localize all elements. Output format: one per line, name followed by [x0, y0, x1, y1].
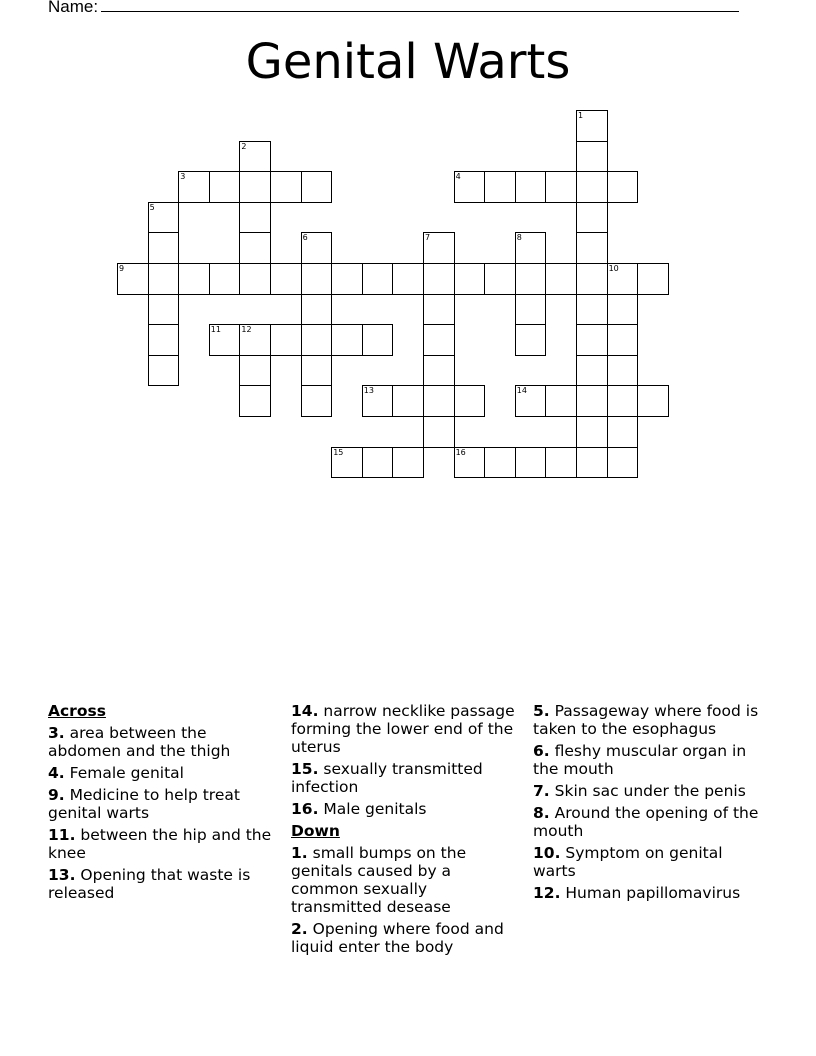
- grid-cell[interactable]: [331, 447, 363, 479]
- cell-number: 11: [210, 325, 221, 335]
- grid-cell[interactable]: [239, 171, 271, 203]
- grid-cell[interactable]: [576, 141, 608, 173]
- grid-cell[interactable]: [576, 202, 608, 234]
- grid-cell[interactable]: [117, 263, 149, 295]
- clue-number: 10.: [533, 844, 561, 862]
- grid-cell[interactable]: [148, 263, 180, 295]
- grid-cell[interactable]: [576, 447, 608, 479]
- grid-cell[interactable]: [178, 171, 210, 203]
- clue-text: Opening that waste is released: [48, 866, 251, 902]
- clue-number: 12.: [533, 884, 561, 902]
- grid-cell[interactable]: [362, 385, 394, 417]
- grid-cell[interactable]: [576, 355, 608, 387]
- clue-text: Around the opening of the mouth: [533, 804, 759, 840]
- grid-cell[interactable]: [607, 324, 639, 356]
- down-heading: Down: [291, 822, 340, 840]
- clue-number: 3.: [48, 724, 65, 742]
- grid-cell[interactable]: [607, 416, 639, 448]
- clue-number: 11.: [48, 826, 76, 844]
- grid-cell[interactable]: [454, 447, 486, 479]
- clue-item: [48, 826, 278, 862]
- clue-text: narrow necklike passage forming the lower end of the uterus: [291, 702, 515, 756]
- grid-cell[interactable]: [239, 202, 271, 234]
- grid-cell[interactable]: [637, 263, 669, 295]
- clue-text: Medicine to help treat genital warts: [48, 786, 240, 822]
- grid-cell[interactable]: [576, 263, 608, 295]
- grid-cell[interactable]: [209, 324, 241, 356]
- grid-cell[interactable]: [148, 355, 180, 387]
- clue-text: Opening where food and liquid enter the body: [291, 920, 504, 956]
- clue-text: Skin sac under the penis: [554, 782, 746, 800]
- clue-item: [48, 724, 278, 760]
- grid-cell[interactable]: [148, 232, 180, 264]
- grid-cell[interactable]: [545, 385, 577, 417]
- grid-cell[interactable]: [239, 232, 271, 264]
- grid-cell[interactable]: [423, 385, 455, 417]
- grid-cell[interactable]: [515, 263, 547, 295]
- grid-cell[interactable]: [301, 263, 333, 295]
- grid-cell[interactable]: [301, 355, 333, 387]
- clue-text: Passageway where food is taken to the esophagus: [533, 702, 759, 738]
- cell-number: 3: [180, 172, 186, 182]
- grid-cell[interactable]: [576, 110, 608, 142]
- grid-cell[interactable]: [392, 263, 424, 295]
- grid-cell[interactable]: [515, 171, 547, 203]
- grid-cell[interactable]: [515, 294, 547, 326]
- clue-text: between the hip and the knee: [48, 826, 272, 862]
- clue-text: Human papillomavirus: [565, 884, 741, 902]
- clue-number: 13.: [48, 866, 76, 884]
- clue-text: Symptom on genital warts: [533, 844, 723, 880]
- clue-number: 6.: [533, 742, 550, 760]
- cell-number: 7: [425, 233, 431, 243]
- grid-cell[interactable]: [576, 232, 608, 264]
- clue-item: [533, 702, 763, 738]
- grid-cell[interactable]: [545, 263, 577, 295]
- grid-cell[interactable]: [423, 416, 455, 448]
- clue-column-2: [291, 702, 521, 960]
- cell-number: 2: [241, 141, 247, 151]
- across-clue-list-2: [291, 702, 521, 818]
- grid-cell[interactable]: [239, 355, 271, 387]
- cell-number: 13: [363, 386, 374, 396]
- clue-number: 7.: [533, 782, 550, 800]
- grid-cell[interactable]: [301, 385, 333, 417]
- grid-cell[interactable]: [362, 263, 394, 295]
- grid-cell[interactable]: [545, 171, 577, 203]
- grid-cell[interactable]: [515, 232, 547, 264]
- cell-number: 9: [119, 264, 125, 273]
- grid-cell[interactable]: [239, 141, 271, 173]
- clue-item: [291, 760, 521, 796]
- grid-cell[interactable]: [301, 294, 333, 326]
- clue-number: 16.: [291, 800, 319, 818]
- clue-number: 5.: [533, 702, 550, 720]
- cell-number: 5: [149, 202, 155, 212]
- clue-number: 1.: [291, 844, 308, 862]
- page-title: Genital Warts: [245, 34, 571, 90]
- grid-cell[interactable]: [362, 324, 394, 356]
- clue-text: Female genital: [69, 764, 184, 782]
- clue-column-1: [48, 702, 278, 906]
- grid-cell[interactable]: [454, 171, 486, 203]
- clue-item: [48, 866, 278, 902]
- grid-cell[interactable]: [607, 385, 639, 417]
- clue-number: 4.: [48, 764, 65, 782]
- grid-cell[interactable]: [178, 263, 210, 295]
- grid-cell[interactable]: [423, 324, 455, 356]
- grid-cell[interactable]: [270, 171, 302, 203]
- clue-item: [291, 800, 521, 818]
- down-clue-list-1: [291, 844, 521, 956]
- clue-item: [48, 764, 278, 782]
- grid-cell[interactable]: [576, 385, 608, 417]
- clue-number: 9.: [48, 786, 65, 804]
- cell-number: 12: [241, 325, 252, 335]
- name-field[interactable]: [48, 0, 748, 17]
- grid-cell[interactable]: [576, 294, 608, 326]
- clue-item: [291, 920, 521, 956]
- cell-number: 4: [455, 172, 461, 182]
- grid-cell[interactable]: [301, 171, 333, 203]
- down-clue-list-2: [533, 702, 763, 902]
- clue-item: [291, 702, 521, 756]
- clue-item: [533, 884, 763, 902]
- grid-cell[interactable]: [484, 447, 516, 479]
- grid-cell[interactable]: [301, 324, 333, 356]
- grid-cell[interactable]: [576, 324, 608, 356]
- cell-number: 15: [333, 447, 344, 457]
- grid-cell[interactable]: [239, 263, 271, 295]
- grid-cell[interactable]: [607, 263, 639, 295]
- grid-cell[interactable]: [637, 385, 669, 417]
- grid-cell[interactable]: [423, 232, 455, 264]
- grid-cell[interactable]: [209, 171, 241, 203]
- clue-item: [533, 804, 763, 840]
- grid-cell[interactable]: [423, 355, 455, 387]
- across-clue-list-1: [48, 724, 278, 902]
- grid-cell[interactable]: [239, 324, 271, 356]
- name-label: Name:: [48, 0, 99, 16]
- clue-number: 14.: [291, 702, 319, 720]
- name-underline: [101, 0, 739, 12]
- grid-cell[interactable]: [209, 263, 241, 295]
- clue-text: small bumps on the genitals caused by a common sexually transmitted desease: [291, 844, 467, 916]
- clue-text: area between the abdomen and the thigh: [48, 724, 231, 760]
- cell-number: 1: [578, 111, 584, 120]
- grid-cell[interactable]: [392, 385, 424, 417]
- clue-number: 2.: [291, 920, 308, 938]
- cell-number: 14: [516, 386, 527, 396]
- grid-cell[interactable]: [515, 324, 547, 356]
- grid-cell[interactable]: [148, 324, 180, 356]
- clue-item: [533, 782, 763, 800]
- clue-text: fleshy muscular organ in the mouth: [533, 742, 747, 778]
- grid-cell[interactable]: [331, 324, 363, 356]
- grid-cell[interactable]: [515, 447, 547, 479]
- grid-cell[interactable]: [392, 447, 424, 479]
- grid-cell[interactable]: [484, 171, 516, 203]
- grid-cell[interactable]: [607, 171, 639, 203]
- cell-number: 8: [516, 233, 522, 243]
- grid-cell[interactable]: [545, 447, 577, 479]
- grid-cell[interactable]: [484, 263, 516, 295]
- grid-cell[interactable]: [576, 416, 608, 448]
- clue-item: [533, 742, 763, 778]
- clue-item: [48, 786, 278, 822]
- clue-item: [291, 844, 521, 916]
- grid-cell[interactable]: [270, 324, 302, 356]
- grid-cell[interactable]: [148, 294, 180, 326]
- grid-cell[interactable]: [454, 385, 486, 417]
- grid-cell[interactable]: [148, 202, 180, 234]
- clue-number: 15.: [291, 760, 319, 778]
- clue-number: 8.: [533, 804, 550, 822]
- grid-cell[interactable]: [423, 263, 455, 295]
- clue-text: Male genitals: [323, 800, 427, 818]
- grid-cell[interactable]: [270, 263, 302, 295]
- grid-cell[interactable]: [515, 385, 547, 417]
- grid-cell[interactable]: [362, 447, 394, 479]
- grid-cell[interactable]: [454, 263, 486, 295]
- grid-cell[interactable]: [239, 385, 271, 417]
- cell-number: 10: [608, 264, 619, 273]
- grid-cell[interactable]: [331, 263, 363, 295]
- clue-column-3: [533, 702, 763, 906]
- clue-item: [533, 844, 763, 880]
- grid-cell[interactable]: [607, 447, 639, 479]
- across-heading: Across: [48, 702, 106, 720]
- grid-cell[interactable]: [607, 294, 639, 326]
- cell-number: 16: [455, 447, 466, 457]
- grid-cell[interactable]: [607, 355, 639, 387]
- grid-cell[interactable]: [423, 294, 455, 326]
- clue-text: sexually transmitted infection: [291, 760, 483, 796]
- grid-cell[interactable]: [576, 171, 608, 203]
- cell-number: 6: [302, 233, 308, 243]
- grid-cell[interactable]: [301, 232, 333, 264]
